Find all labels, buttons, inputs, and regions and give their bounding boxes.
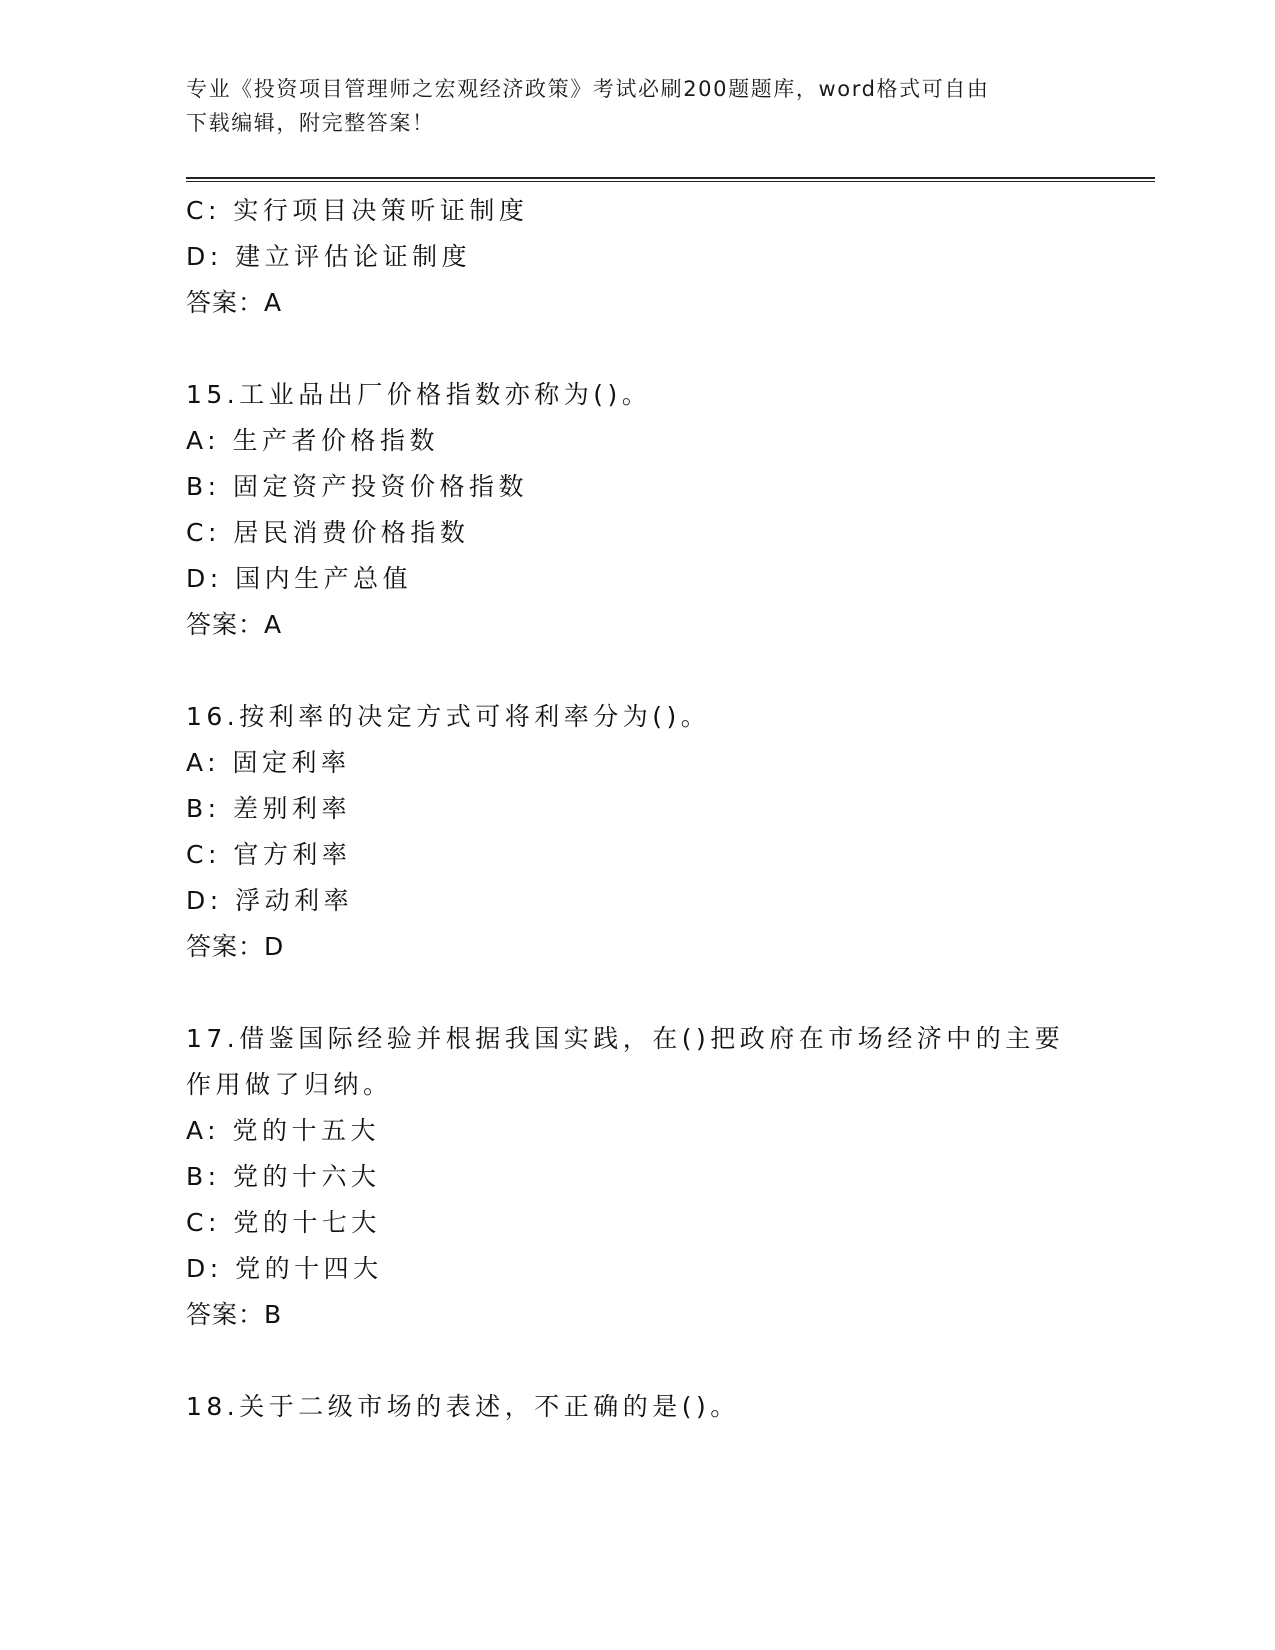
question-15 xyxy=(186,372,1146,648)
question-stem: 18.关于二级市场的表述，不正确的是()。 xyxy=(186,1392,740,1421)
option-a: A: 党的十五大 xyxy=(186,1116,381,1145)
option-d: D: 浮动利率 xyxy=(186,886,354,915)
question-14-continued xyxy=(186,188,1146,326)
option-b: B: 党的十六大 xyxy=(186,1162,381,1191)
option-d: D: 国内生产总值 xyxy=(186,564,413,593)
question-list xyxy=(186,188,1146,1430)
option-a: A: 生产者价格指数 xyxy=(186,426,440,455)
option-d: D: 党的十四大 xyxy=(186,1254,383,1283)
option-b: B: 差别利率 xyxy=(186,794,352,823)
answer: 答案：A xyxy=(186,288,283,317)
option-c: C: 居民消费价格指数 xyxy=(186,518,470,547)
header-line-1: 专业《投资项目管理师之宏观经济政策》考试必刷200题题库，word格式可自由 xyxy=(186,77,990,101)
question-17 xyxy=(186,1016,1146,1338)
option-c: C: 官方利率 xyxy=(186,840,352,869)
option-b: B: 固定资产投资价格指数 xyxy=(186,472,529,501)
answer: 答案：B xyxy=(186,1300,283,1329)
option-c: C: 党的十七大 xyxy=(186,1208,381,1237)
option-a: A: 固定利率 xyxy=(186,748,351,777)
header-line-2: 下载编辑，附完整答案！ xyxy=(186,111,435,135)
answer: 答案：D xyxy=(186,932,285,961)
answer: 答案：A xyxy=(186,610,283,639)
question-16 xyxy=(186,694,1146,970)
header-divider xyxy=(186,177,1155,182)
question-stem: 17.借鉴国际经验并根据我国实践，在()把政府在市场经济中的主要作用做了归纳。 xyxy=(186,1024,1065,1099)
option-c: C: 实行项目决策听证制度 xyxy=(186,196,529,225)
question-stem: 15.工业品出厂价格指数亦称为()。 xyxy=(186,380,652,409)
question-18 xyxy=(186,1384,1146,1430)
document-header xyxy=(186,72,1086,140)
option-d: D: 建立评估论证制度 xyxy=(186,242,472,271)
question-stem: 16.按利率的决定方式可将利率分为()。 xyxy=(186,702,711,731)
